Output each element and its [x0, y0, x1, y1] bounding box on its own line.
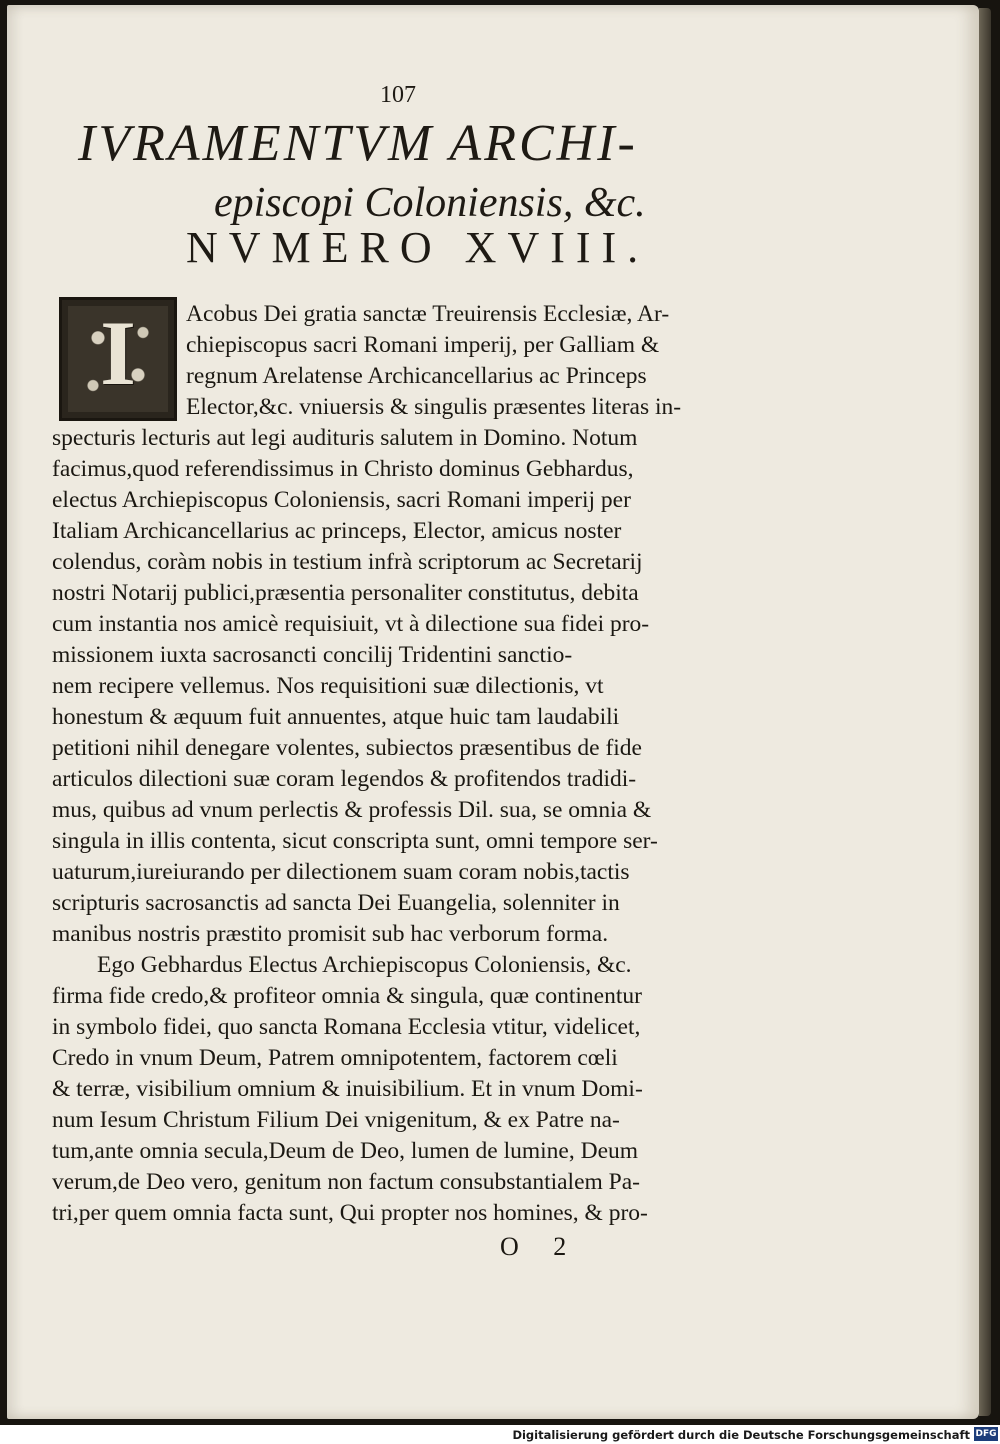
page-number: 107: [380, 82, 416, 108]
title-line-2: episcopi Coloniensis, &c.: [214, 180, 646, 226]
text-line: mus, quibus ad vnum perlectis & professis Dil. sua, se omnia &: [52, 797, 652, 823]
text-line: electus Archiepiscopus Coloniensis, sacri Romani imperij per: [52, 487, 631, 513]
text-line: Acobus Dei gratia sanctæ Treuirensis Ecclesiæ, Ar-: [186, 301, 670, 327]
text-line: in symbolo fidei, quo sancta Romana Ecclesia vtitur, videlicet,: [52, 1014, 641, 1040]
text-line: firma fide credo,& profiteor omnia & singula, quæ continentur: [52, 983, 642, 1009]
text-line: specturis lecturis aut legi audituris salutem in Domino. Notum: [52, 425, 638, 451]
page-title: [78, 114, 758, 227]
text-line: chiepiscopus sacri Romani imperij, per Galliam &: [186, 332, 660, 358]
text-line: Ego Gebhardus Electus Archiepiscopus Coloniensis, &c.: [97, 952, 632, 978]
text-line: Italiam Archicancellarius ac princeps, Elector, amicus noster: [52, 518, 622, 544]
text-line: Elector,&c. vniuersis & singulis præsentes literas in-: [186, 394, 682, 420]
text-line: nem recipere vellemus. Nos requisitioni suæ dilectionis, vt: [52, 673, 604, 699]
text-line: Credo in vnum Deum, Patrem omnipotentem, factorem cœli: [52, 1045, 618, 1071]
text-line: honestum & æquum fuit annuentes, atque huic tam laudabili: [52, 704, 620, 730]
text-line: uaturum,iureiurando per dilectionem suam coram nobis,tactis: [52, 859, 630, 885]
text-line: num Iesum Christum Filium Dei vnigenitum, & ex Patre na-: [52, 1107, 620, 1133]
text-line: petitioni nihil denegare volentes, subiectos præsentibus de fide: [52, 735, 642, 761]
dfg-logo-icon: DFG: [975, 1429, 997, 1439]
text-line: nostri Notarij publici,præsentia personaliter constitutus, debita: [52, 580, 639, 606]
title-line-1: IVRAMENTVM ARCHI-: [78, 115, 638, 172]
text-line: manibus nostris præstito promisit sub hac verborum forma.: [52, 921, 609, 947]
funding-notice: Digitalisierung gefördert durch die Deutsche Forschungsgemeinschaft: [512, 1428, 970, 1442]
text-line: regnum Arelatense Archicancellarius ac Princeps: [186, 363, 647, 389]
text-line: verum,de Deo vero, genitum non factum consubstantialem Pa-: [52, 1169, 640, 1195]
text-line: scripturis sacrosanctis ad sancta Dei Euangelia, solenniter in: [52, 890, 620, 916]
text-line: articulos dilectioni suæ coram legendos & profitendos tradidi-: [52, 766, 637, 792]
catchword: O 2: [500, 1232, 581, 1261]
page-edge: [979, 8, 991, 1416]
text-line: tum,ante omnia secula,Deum de Deo, lumen de lumine, Deum: [52, 1138, 639, 1164]
footer-bar: [512, 1425, 1000, 1444]
text-line: missionem iuxta sacrosancti concilij Tridentini sanctio-: [52, 642, 573, 668]
text-line: tri,per quem omnia facta sunt, Qui propter nos homines, & pro-: [52, 1200, 648, 1226]
text-line: & terræ, visibilium omnium & inuisibilium. Et in vnum Domi-: [52, 1076, 643, 1102]
text-line: singula in illis contenta, sicut conscripta sunt, omni tempore ser-: [52, 828, 658, 854]
initial-letter: I: [100, 302, 136, 404]
section-heading: NVMERO XVIII.: [186, 223, 650, 272]
text-line: cum instantia nos amicè requisiuit, vt à dilectione sua fidei pro-: [52, 611, 650, 637]
text-line: colendus, coràm nobis in testium infrà scriptorum ac Secretarij: [52, 549, 643, 575]
text-line: facimus,quod referendissimus in Christo dominus Gebhardus,: [52, 456, 634, 482]
decorated-initial: [59, 297, 177, 421]
